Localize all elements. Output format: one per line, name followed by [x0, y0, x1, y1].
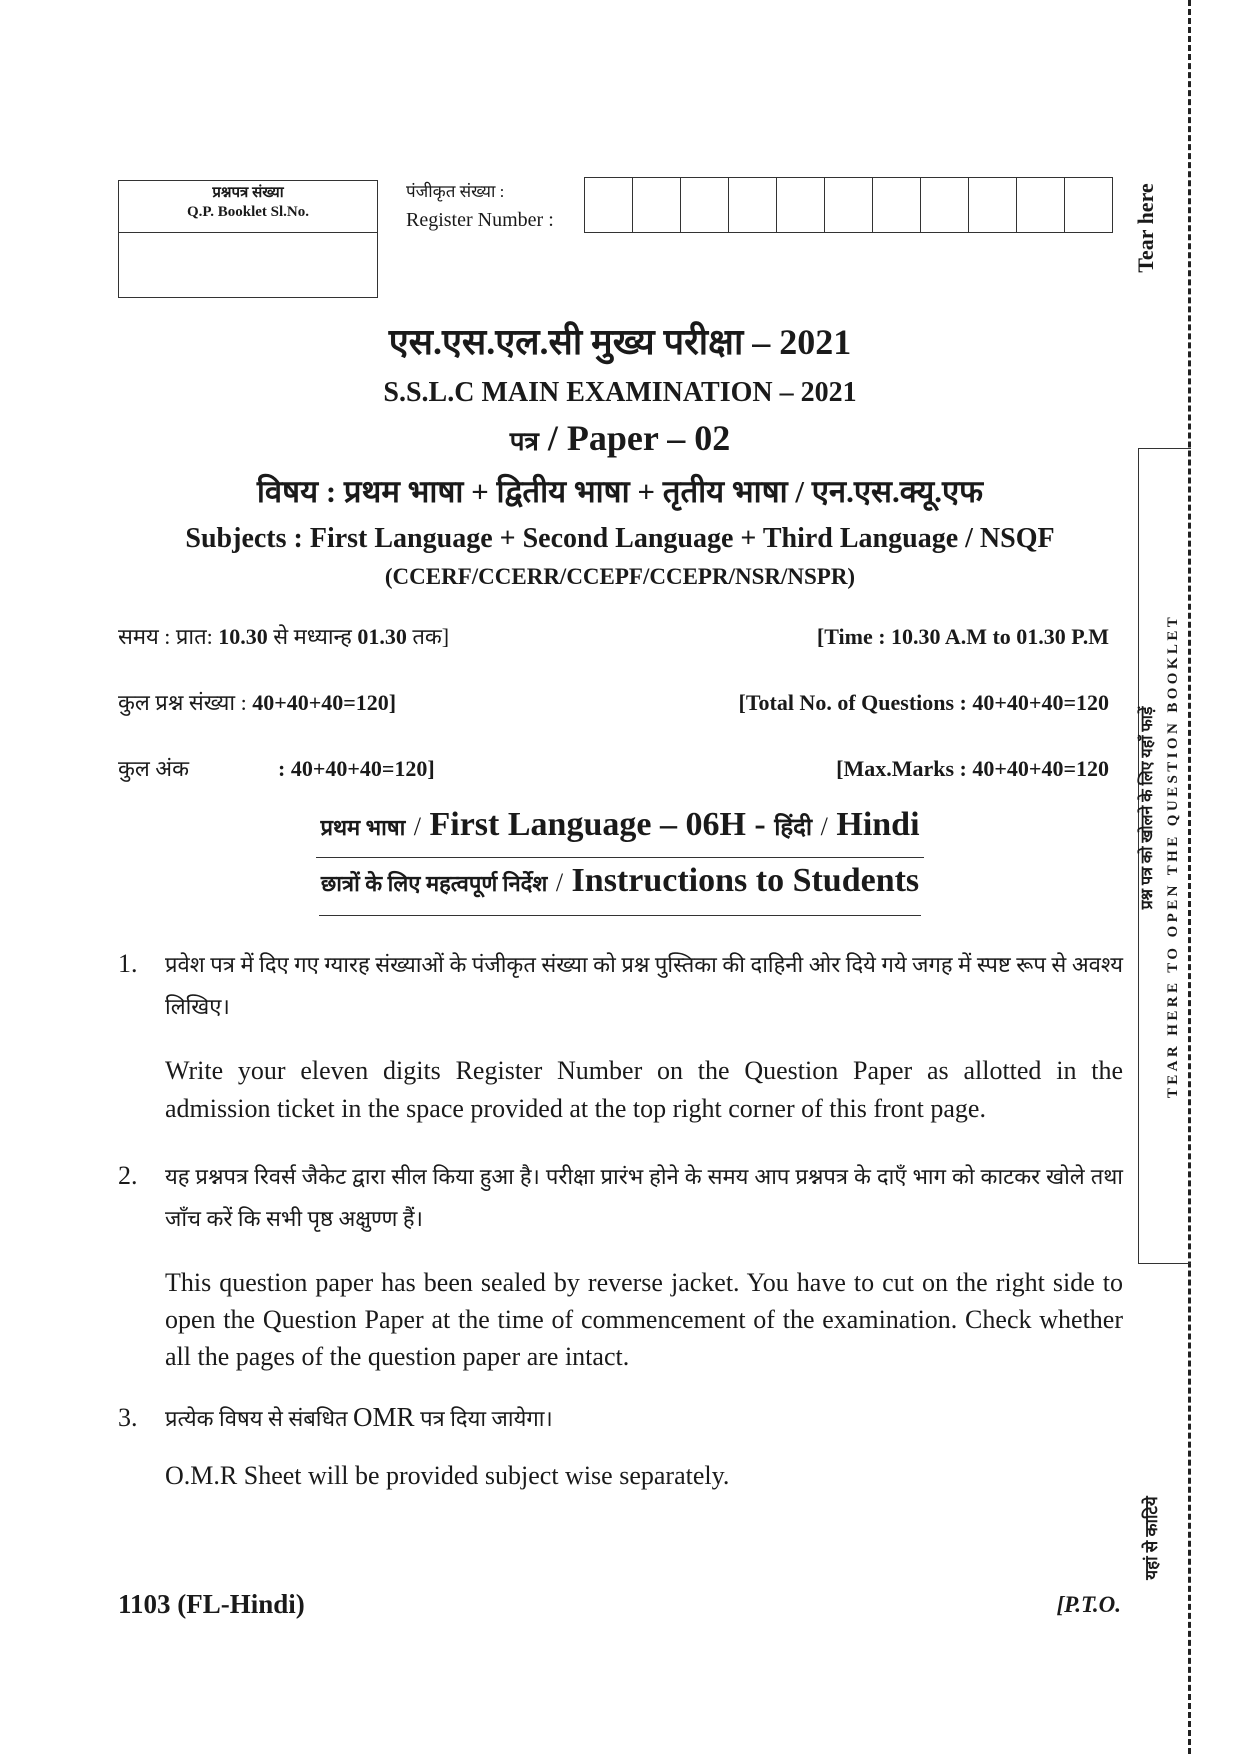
first-language-hi: प्रथम भाषा — [320, 815, 406, 840]
time-en: [Time : 10.30 A.M to 01.30 P.M — [816, 624, 1109, 649]
qp-booklet-header — [119, 181, 377, 233]
qp-booklet-label-hi: प्रश्नपत्र संख्या — [212, 185, 284, 201]
questions-hi-value: 40+40+40=120] — [252, 690, 397, 715]
footer-pto: [P.T.O. — [1056, 1592, 1121, 1617]
instruction-3-hi-suffix: पत्र दिया जायेगा। — [414, 1406, 553, 1431]
cut-here-text: यहां से काटिये — [1142, 1496, 1161, 1580]
hindi-label-en: Hindi — [836, 806, 920, 843]
register-digit-cell[interactable] — [1017, 178, 1065, 232]
paper-number — [118, 414, 1122, 466]
language-separator-2: / — [820, 812, 828, 841]
instruction-1-hi: प्रवेश पत्र में दिए गए ग्यारह संख्याओं के पंजीकृत संख्या को प्रश्न पुस्तिका की दाहिनी ओर दिये गये जगह में स्पष्ट रूप से अवश्य लिखिए। — [165, 952, 1123, 1019]
instruction-3-hi — [165, 1396, 1123, 1440]
register-digit-cell[interactable] — [873, 178, 921, 232]
subjects-hi: विषय : प्रथम भाषा + द्वितीय भाषा + तृतीय भाषा / एन.एस.क्यू.एफ — [256, 474, 984, 509]
instructions-heading-wrap — [118, 858, 1122, 916]
time-hi — [118, 622, 449, 652]
paper-label-en: / Paper – 02 — [538, 418, 731, 458]
instructions-heading — [319, 858, 921, 916]
marks-hi-label: कुल अंक — [118, 756, 190, 781]
exam-title-en: S.S.L.C MAIN EXAMINATION – 2021 — [383, 377, 857, 408]
time-hi-end: 01.30 — [357, 624, 407, 649]
tear-here-label: Tear here — [1133, 183, 1158, 273]
tear-hi-text: प्रश्न पत्र को खोलने के लिए यहाँ फाड़ें — [1139, 706, 1156, 910]
qp-booklet-number-field[interactable] — [119, 233, 377, 295]
language-separator-1: / — [413, 812, 421, 841]
instruction-3-omr: OMR — [353, 1402, 415, 1432]
register-digit-cell[interactable] — [729, 178, 777, 232]
register-digit-cell[interactable] — [585, 178, 633, 232]
exam-title-hi: एस.एस.एल.सी मुख्य परीक्षा – 2021 — [388, 322, 852, 362]
instructions-heading-en: Instructions to Students — [571, 862, 920, 899]
instructions-separator: / — [555, 868, 564, 897]
marks-en: [Max.Marks : 40+40+40=120 — [836, 756, 1109, 781]
subject-codes: (CCERF/CCERR/CCEPF/CCEPR/NSR/NSPR) — [384, 564, 856, 589]
instruction-3-en: O.M.R Sheet will be provided subject wise separately. — [165, 1461, 730, 1490]
hindi-label-hi: हिंदी — [774, 815, 813, 841]
register-digit-cell[interactable] — [1065, 178, 1113, 232]
tear-en-text: TEAR HERE TO OPEN THE QUESTION BOOKLET — [1165, 613, 1181, 1099]
register-digit-cell[interactable] — [633, 178, 681, 232]
questions-hi — [118, 688, 396, 718]
language-line — [316, 802, 923, 858]
register-digit-cell[interactable] — [825, 178, 873, 232]
instruction-2-number: 2. — [118, 1161, 138, 1190]
instruction-1-number: 1. — [118, 949, 138, 978]
time-hi-suffix: तक] — [406, 624, 450, 649]
register-digit-cell[interactable] — [681, 178, 729, 232]
register-label-en: Register Number : — [406, 209, 554, 231]
register-number-grid — [584, 177, 1113, 233]
time-hi-mid: से मध्यान्ह — [267, 624, 358, 649]
instructions-heading-hi: छात्रों के लिए महत्वपूर्ण निर्देश — [320, 871, 548, 896]
time-hi-start: 10.30 — [218, 624, 268, 649]
questions-en: [Total No. of Questions : 40+40+40=120 — [738, 690, 1109, 715]
register-label-hi: पंजीकृत संख्या : — [406, 182, 505, 201]
instruction-2-en: This question paper has been sealed by reverse jacket. You have to cut on the right side to open the Question Paper at the time of commencement of the examination. Check whether all the pages of the question paper are intact. — [165, 1268, 1123, 1371]
paper-label-hi: पत्र — [509, 427, 539, 456]
marks-hi-value: : 40+40+40=120] — [278, 756, 435, 781]
footer-code: 1103 (FL-Hindi) — [118, 1589, 305, 1619]
instruction-3-number: 3. — [118, 1403, 138, 1432]
register-digit-cell[interactable] — [777, 178, 825, 232]
first-language-en: First Language – 06H - — [429, 806, 766, 843]
register-digit-cell[interactable] — [969, 178, 1017, 232]
qp-booklet-label-en: Q.P. Booklet Sl.No. — [187, 204, 309, 220]
subjects-en: Subjects : First Language + Second Language + Third Language / NSQF — [185, 523, 1055, 554]
questions-hi-label: कुल प्रश्न संख्या : — [118, 690, 247, 715]
register-label — [406, 178, 554, 234]
marks-hi — [118, 754, 435, 784]
time-hi-prefix: समय : प्रात: — [118, 624, 219, 649]
instruction-3-hi-prefix: प्रत्येक विषय से संबधित — [165, 1406, 354, 1431]
language-line-wrap — [118, 802, 1122, 858]
instruction-1-en: Write your eleven digits Register Number on the Question Paper as allotted in the admission ticket in the space provided at the top right corner of this front page. — [165, 1056, 1123, 1123]
instruction-2-hi: यह प्रश्नपत्र रिवर्स जैकेट द्वारा सील किया हुआ है। परीक्षा प्रारंभ होने के समय आप प्रश्नपत्र के दाएँ भाग को काटकर खोले तथा जाँच करें कि सभी पृष्ठ अक्षुण्ण हैं। — [165, 1164, 1123, 1231]
register-digit-cell[interactable] — [921, 178, 969, 232]
qp-booklet-box — [118, 180, 378, 298]
